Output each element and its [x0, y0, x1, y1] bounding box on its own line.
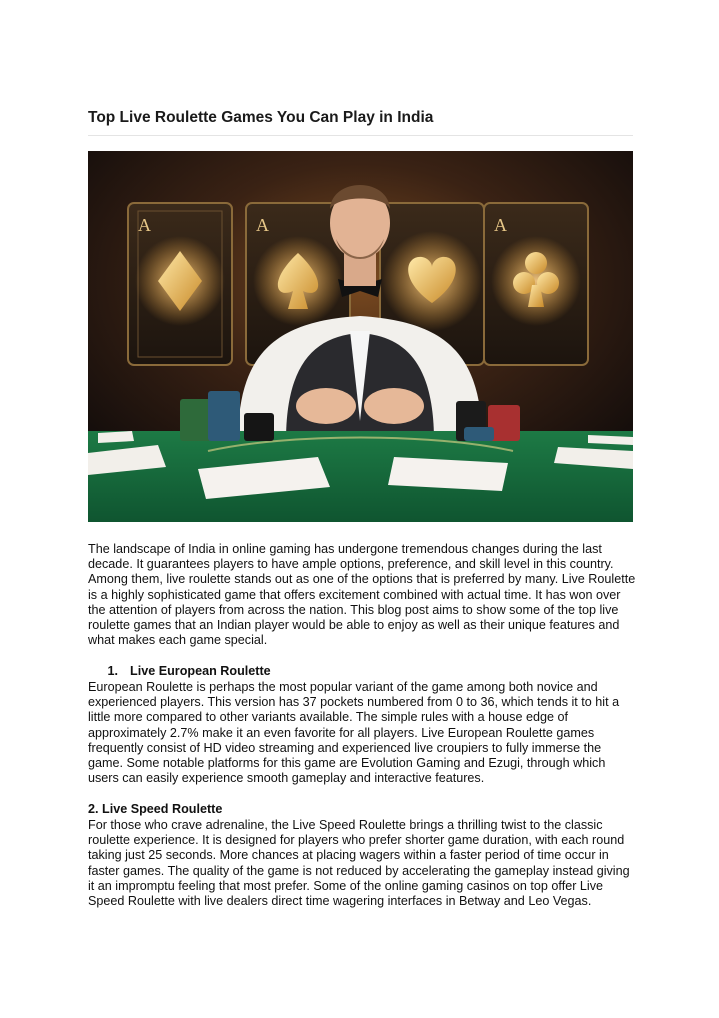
- section-heading-european: [88, 664, 271, 679]
- title-divider: [88, 135, 633, 136]
- list-number: 1.: [107, 664, 118, 678]
- section-heading-speed: 2. Live Speed Roulette: [88, 802, 223, 816]
- intro-paragraph: The landscape of India in online gaming has undergone tremendous changes during the last decade. It guarantees players to have ample options, preference, and skill level in this country. Among them, live roulette stands out as one of the options that is preferred by many. Live Roulette is a highly sophisticated game that offers excitement combined with actual time. It has won over the attention of players from across the nation. This blog post aims to show some of the top live roulette games that an Indian player would be able to enjoy as well as their unique features and what makes each game special.: [88, 542, 636, 648]
- svg-text:A: A: [256, 215, 269, 235]
- section-heading-text: Live European Roulette: [130, 664, 271, 678]
- svg-text:A: A: [138, 215, 151, 235]
- section-paragraph-speed: For those who crave adrenaline, the Live Speed Roulette brings a thrilling twist to the classic roulette experience. It is designed for players who prefer shorter game duration, with each round taking just 25 seconds. More chances at placing wagers within a faster period of time occur in faster games. The quality of the game is not reduced by accelerating the gameplay instead giving it an impromptu feeling that most prefer. Some of the online gaming casinos on top offer Live Speed Roulette with live dealers direct time wagering interfaces in Betway and Leo Vegas.: [88, 818, 630, 909]
- playing-card-club: [484, 203, 588, 365]
- page-title: Top Live Roulette Games You Can Play in India: [88, 109, 434, 126]
- table-felt: [88, 431, 633, 522]
- section-paragraph-european: European Roulette is perhaps the most popular variant of the game among both novice and experienced players. This version has 37 pockets numbered from 0 to 36, which tends it to hit a little more compared to other variants available. The simple rules with a house edge of approximately 2.7% make it an even favorite for all players. Live European Roulette games frequently consist of HD video streaming and experienced live croupiers to fully immerse the game. Some notable platforms for this game are Evolution Gaming and Ezugi, through which users can easily experience smooth gameplay and interactive features.: [88, 680, 620, 786]
- casino-dealer-image: [88, 151, 633, 522]
- playing-card-diamond: [128, 203, 232, 365]
- svg-text:A: A: [494, 215, 507, 235]
